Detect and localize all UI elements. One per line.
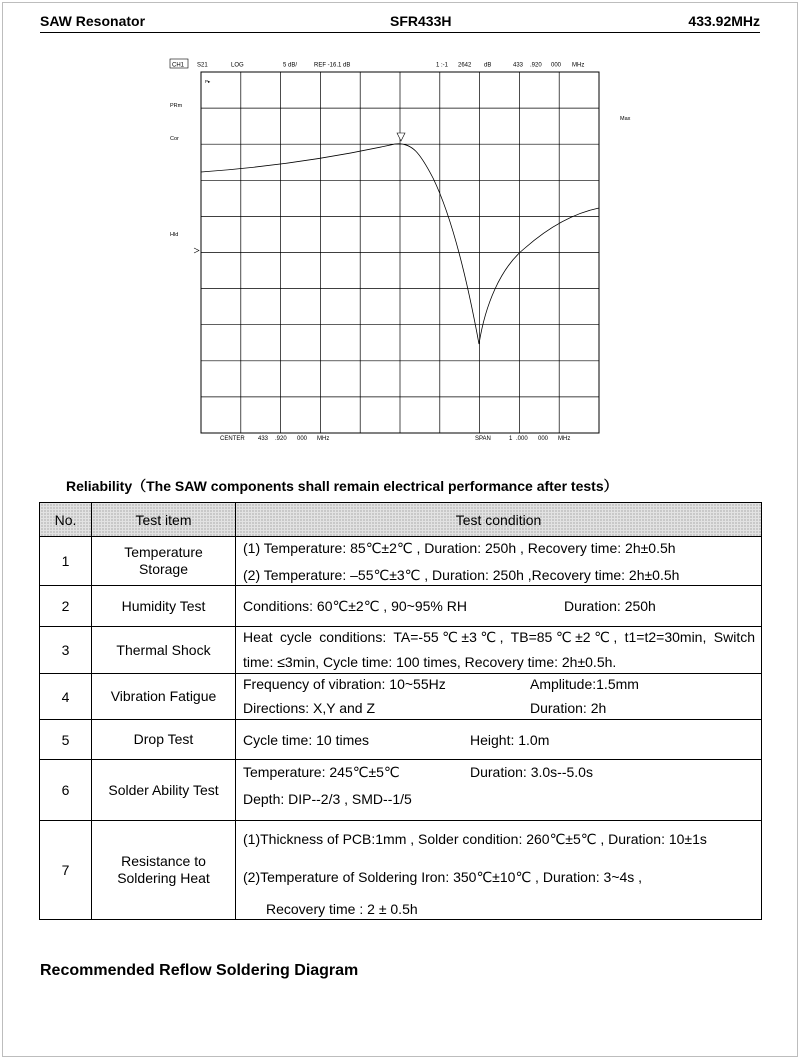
- table-row: [40, 627, 762, 674]
- row-condition: [236, 720, 762, 760]
- row-no: 1: [40, 537, 92, 586]
- span-unit: MHz: [558, 436, 571, 442]
- table-row: [40, 537, 762, 586]
- condition-text: Height: 1.0m: [470, 732, 550, 748]
- row-condition: [236, 627, 762, 674]
- marker-freq-b: .920: [530, 62, 542, 69]
- span-label: SPAN: [475, 436, 491, 442]
- condition-text: Amplitude:1.5mm: [530, 676, 639, 692]
- condition-line: (2) Temperature: –55℃±3℃ , Duration: 250h ,Recovery time: 2h±0.5h: [243, 567, 680, 583]
- condition-text: Conditions: 60℃±2℃ , 90~95% RH: [243, 598, 467, 614]
- row-item: Humidity Test: [92, 586, 236, 627]
- span-a: 1: [509, 436, 513, 442]
- col-header-test-condition: Test condition: [236, 503, 762, 537]
- row-no: 4: [40, 674, 92, 720]
- condition-text: Duration: 3.0s--5.0s: [470, 764, 593, 780]
- max-label: Max: [620, 116, 631, 122]
- condition-text: Frequency of vibration: 10~55Hz: [243, 676, 446, 692]
- condition-line: (1)Thickness of PCB:1mm , Solder condition: 260℃±5℃ , Duration: 10±1s: [243, 831, 707, 847]
- header-frequency: 433.92MHz: [688, 13, 760, 29]
- condition-line: [243, 762, 755, 789]
- table-row: [40, 674, 762, 720]
- condition-text: Cycle time: 10 times: [243, 732, 370, 748]
- condition-line: (1) Temperature: 85℃±2℃ , Duration: 250h , Recovery time: 2h±0.5h: [243, 540, 676, 556]
- span-c: 000: [538, 436, 549, 442]
- condition-text: Temperature: 245℃±5℃: [243, 764, 400, 780]
- reference-marker: [194, 248, 199, 253]
- condition-line: Heat cycle conditions: TA=-55℃±3℃, TB=85℃±2℃, t1=t2=30min, Switch: [243, 629, 755, 645]
- center-freq-unit: MHz: [317, 436, 330, 442]
- ref-label: REF -16.1 dB: [314, 62, 351, 69]
- condition-line: (2)Temperature of Soldering Iron: 350℃±10℃ , Duration: 3~4s ,: [243, 869, 643, 885]
- reflow-section-title: Recommended Reflow Soldering Diagram: [40, 962, 359, 979]
- center-label: CENTER: [220, 436, 245, 442]
- header-rule: [40, 32, 760, 33]
- row-item: Drop Test: [92, 720, 236, 760]
- channel-label: CH1: [172, 62, 185, 69]
- plot-grid: [201, 72, 599, 433]
- condition-line: time: ≤3min, Cycle time: 100 times, Recovery time: 2h±0.5h.: [243, 654, 617, 670]
- condition-line: Depth: DIP--2/3 , SMD--1/5: [243, 791, 412, 807]
- analyzer-plot: [165, 58, 635, 448]
- marker-arrow-icon: [397, 133, 405, 141]
- scale-label: 5 dB/: [283, 62, 298, 69]
- table-row: [40, 821, 762, 920]
- marker-freq-c: 000: [551, 62, 562, 69]
- row-condition: [236, 537, 762, 586]
- col-header-no: No.: [40, 503, 92, 537]
- format-label: LOG: [231, 62, 244, 69]
- header-product-type: SAW Resonator: [40, 13, 146, 29]
- row-condition: [236, 674, 762, 720]
- span-b: .000: [516, 436, 528, 442]
- marker-unit: dB: [484, 62, 492, 69]
- table-row: [40, 586, 762, 627]
- prm-label: PRm: [170, 103, 183, 109]
- marker-freq-unit: MHz: [572, 62, 585, 69]
- hld-label: Hld: [170, 232, 179, 238]
- marker-value: 2642: [458, 62, 472, 69]
- cor-label: Cor: [170, 136, 179, 142]
- condition-line: [243, 674, 755, 698]
- condition-line: [243, 730, 755, 750]
- header-part-number: SFR433H: [390, 13, 452, 29]
- table-row: [40, 760, 762, 821]
- center-freq-b: .920: [275, 436, 287, 442]
- col-header-test-item: Test item: [92, 503, 236, 537]
- row-no: 2: [40, 586, 92, 627]
- condition-text: Duration: 2h: [530, 700, 607, 716]
- row-item: Resistance to Soldering Heat: [92, 821, 236, 920]
- row-no: 7: [40, 821, 92, 920]
- condition-line: [243, 698, 755, 718]
- center-freq-c: 000: [297, 436, 308, 442]
- condition-line: [243, 596, 755, 616]
- marker-index: 1 :-1: [436, 62, 449, 69]
- center-freq-a: 433: [258, 436, 269, 442]
- marker-freq-a: 433: [513, 62, 524, 69]
- row-item: Temperature Storage: [92, 537, 236, 586]
- row-no: 3: [40, 627, 92, 674]
- row-no: 6: [40, 760, 92, 821]
- row-condition: [236, 586, 762, 627]
- pa-label: P▸: [205, 79, 211, 84]
- row-item: Thermal Shock: [92, 627, 236, 674]
- condition-text: Duration: 250h: [564, 598, 656, 614]
- condition-text: Directions: X,Y and Z: [243, 700, 376, 716]
- table-row: [40, 720, 762, 760]
- table-header-row: [40, 503, 762, 537]
- reliability-title: Reliability（The SAW components shall remain electrical performance after tests）: [66, 478, 618, 494]
- row-no: 5: [40, 720, 92, 760]
- condition-line: Recovery time : 2 ± 0.5h: [266, 901, 418, 917]
- row-item: Vibration Fatigue: [92, 674, 236, 720]
- row-condition: [236, 821, 762, 920]
- analyzer-plot-svg: [165, 58, 635, 448]
- param-label: S21: [197, 62, 208, 69]
- row-item: Solder Ability Test: [92, 760, 236, 821]
- row-condition: [236, 760, 762, 821]
- reliability-table: [39, 502, 762, 920]
